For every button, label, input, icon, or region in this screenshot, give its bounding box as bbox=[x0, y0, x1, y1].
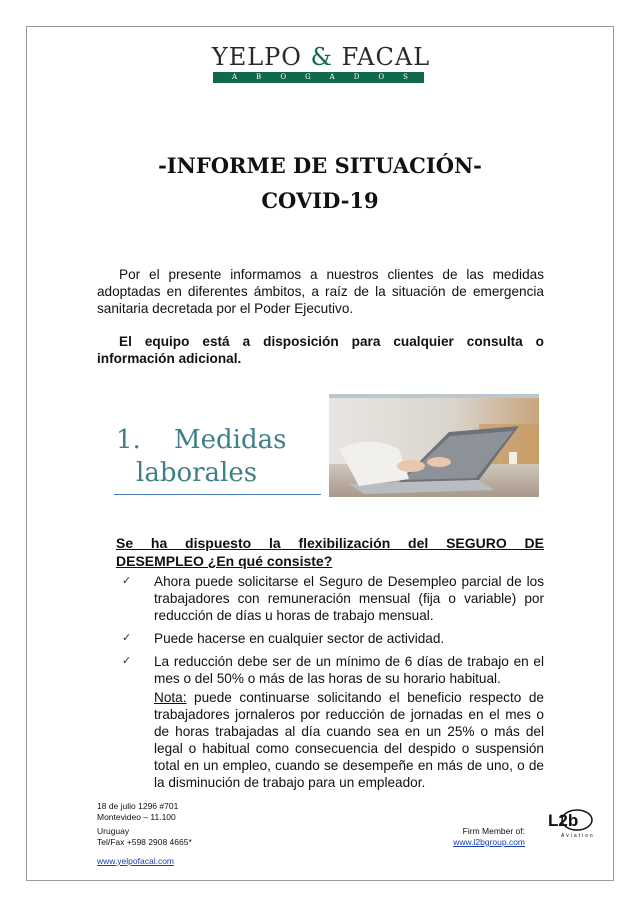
measures-list bbox=[116, 573, 544, 693]
svg-text:Aviation: Aviation bbox=[561, 833, 595, 839]
intro-paragraph: Por el presente informamos a nuestros clientes de las medidas adoptadas en diferentes ámbitos, a raíz de la situación de emergencia sanitaria decretada por el Poder Ejecutivo. bbox=[97, 267, 544, 316]
partner-logo bbox=[545, 806, 595, 840]
list-item bbox=[116, 653, 544, 687]
checkmark-icon: ✓ bbox=[122, 632, 132, 644]
section-title-line2: laborales bbox=[136, 458, 258, 488]
logo-text-right: FACAL bbox=[332, 43, 431, 71]
list-item bbox=[116, 573, 544, 624]
list-item-text: Puede hacerse en cualquier sector de actividad. bbox=[154, 631, 445, 646]
firm-member-label: Firm Member of: bbox=[462, 826, 525, 836]
website-link[interactable]: www.yelpofacal.com bbox=[97, 856, 175, 866]
document-title: -INFORME DE SITUACIÓN- bbox=[158, 153, 482, 178]
logo-text-left: YELPO bbox=[211, 43, 311, 71]
team-notice: El equipo está a disposición para cualquier consulta o información adicional. bbox=[97, 334, 544, 366]
address-line2: Montevideo – 11.100 bbox=[97, 811, 176, 822]
address-line1: 18 de julio 1296 #701 bbox=[97, 801, 179, 811]
document-subtitle: COVID-19 bbox=[261, 188, 379, 213]
checkmark-icon: ✓ bbox=[122, 655, 132, 667]
checkmark-icon: ✓ bbox=[122, 575, 132, 587]
logo-subtitle: ABOGADOS bbox=[213, 72, 424, 83]
note-text: puede continuarse solicitando el beneficio respecto de trabajadores jornaleros por reducción de jornadas en el mes o de horas trabajadas al día cuando sea en un 25% o más del legal o habitual como consecuencia del despido o suspensión total en un empleo, cuando se desempeñe en más de uno, o de la disminución de trabajo para un empleador. bbox=[154, 690, 544, 790]
footer-country: Uruguay bbox=[97, 826, 130, 836]
laptop-photo bbox=[329, 394, 539, 497]
footer-phone: Tel/Fax +598 2908 4665* bbox=[97, 836, 192, 847]
section-heading bbox=[116, 424, 286, 490]
list-item-text: Ahora puede solicitarse el Seguro de Desempleo parcial de los trabajadores con remuneración mensual (fija o variable) por reducción de días u horas de trabajo mensual. bbox=[154, 574, 544, 623]
firm-member-block bbox=[425, 826, 525, 847]
list-item-text: La reducción debe ser de un mínimo de 6 días de trabajo en el mes o del 50% o más de las horas de su horario habitual. bbox=[154, 654, 544, 686]
section-divider bbox=[114, 494, 321, 495]
subsection-heading bbox=[116, 534, 544, 570]
footer-address bbox=[97, 801, 178, 822]
footer-contact bbox=[97, 826, 192, 847]
firm-logo bbox=[205, 43, 437, 71]
list-item bbox=[116, 630, 544, 647]
note-paragraph bbox=[154, 689, 544, 791]
section-number: 1. bbox=[116, 425, 141, 455]
section-title-line1: Medidas bbox=[174, 425, 287, 455]
note-label: Nota: bbox=[154, 690, 187, 705]
subsection-heading-line2: DESEMPLEO ¿En qué consiste? bbox=[116, 553, 333, 569]
firm-member-link[interactable]: www.l2bgroup.com bbox=[453, 836, 525, 847]
subsection-heading-line1: Se ha dispuesto la flexibilización del SEGURO DE bbox=[116, 535, 544, 551]
svg-text:L2b: L2b bbox=[548, 811, 579, 830]
logo-ampersand: & bbox=[310, 43, 333, 71]
